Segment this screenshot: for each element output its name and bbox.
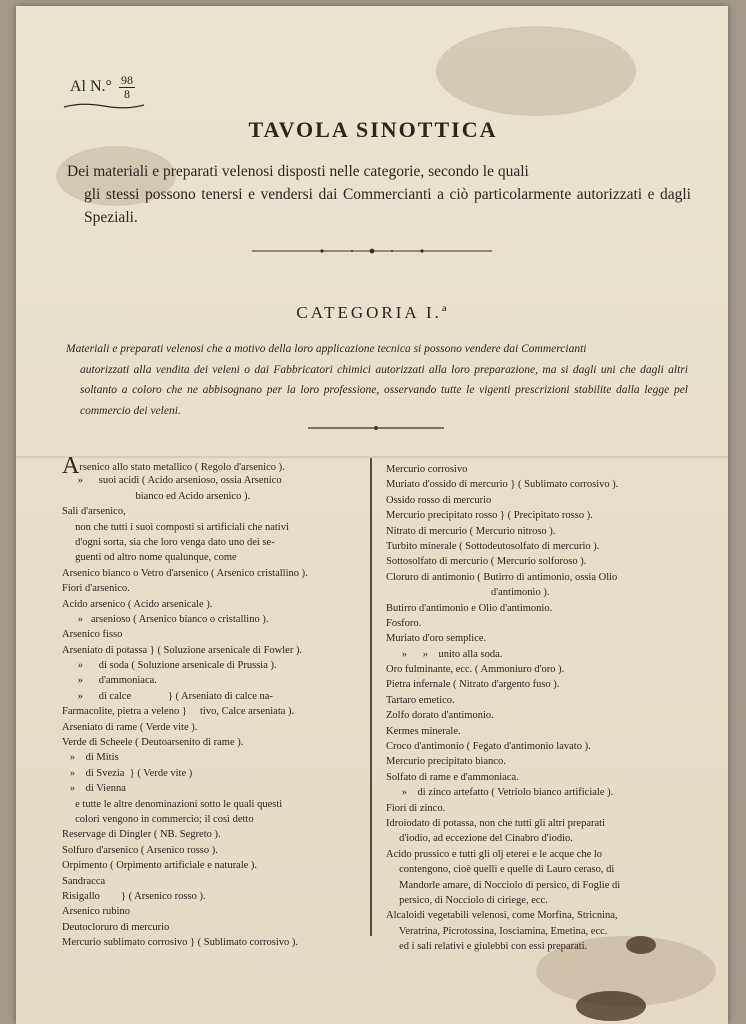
list-entry bbox=[62, 920, 362, 935]
list-entry bbox=[386, 477, 686, 492]
list-entry bbox=[386, 554, 686, 569]
list-entry-text: d'iodio, ad eccezione del Cinabro d'iodio. bbox=[386, 833, 573, 845]
list-entry-text: Risigallo } ( Arsenico rosso ). bbox=[62, 890, 206, 902]
list-entry-text: d'ogni sorta, sia che loro venga dato uno dei se- bbox=[62, 536, 275, 548]
list-entry bbox=[62, 643, 362, 658]
list-entry bbox=[62, 550, 362, 565]
list-entry bbox=[386, 908, 686, 923]
list-entry bbox=[62, 597, 362, 612]
list-entry bbox=[386, 816, 686, 831]
list-entry bbox=[386, 878, 686, 893]
list-entry-text: » di calce } ( Arseniato di calce na- bbox=[62, 690, 273, 702]
list-entry bbox=[386, 739, 686, 754]
list-entry-text: » di Vienna bbox=[62, 783, 126, 795]
list-entry bbox=[386, 570, 686, 585]
list-entry-text: Oro fulminante, ecc. ( Ammoniuro d'oro ). bbox=[386, 664, 565, 676]
list-entry bbox=[386, 631, 686, 646]
list-entry-text: Orpimento ( Orpimento artificiale e naturale ). bbox=[62, 860, 258, 872]
list-entry-text: Fosforo. bbox=[386, 617, 422, 629]
list-entry-text: Tartaro emetico. bbox=[386, 694, 455, 706]
list-entry-text: rsenico allo stato metallico ( Regolo d'arsenico ). bbox=[79, 462, 285, 473]
list-entry-text: » suoi acidi ( Acido arsenioso, ossia Arsenico bbox=[62, 475, 282, 487]
category-description-continuation: autorizzati alla vendita dei veleni o dai Fabbricatori chimici autorizzati alla loro preparazione, ma si dagli uni che dagli altri soltanto a coloro che ne abbisognano per la loro professione, osservando tutte le vigenti prescrizioni stabilite dalla legge pel commercio dei veleni. bbox=[80, 363, 688, 417]
list-entry-text: Alcaloidi vegetabili velenosi, come Morfina, Stricnina, bbox=[386, 910, 618, 922]
list-entry bbox=[386, 801, 686, 816]
list-entry-text: Acido arsenico ( Acido arsenicale ). bbox=[62, 598, 213, 610]
list-entry-text: colori vengono in commercio; il così detto bbox=[62, 813, 254, 825]
list-entry bbox=[386, 754, 686, 769]
list-entry bbox=[386, 539, 686, 554]
list-entry bbox=[62, 781, 362, 796]
list-entry bbox=[386, 939, 686, 954]
list-entry-text: Fiori d'arsenico. bbox=[62, 583, 130, 595]
list-entry-text: Arsenico rubino bbox=[62, 906, 130, 918]
decorative-rule bbox=[308, 424, 444, 432]
list-entry bbox=[386, 508, 686, 523]
document-reference-number bbox=[70, 74, 135, 101]
list-entry-text: Sali d'arsenico, bbox=[62, 506, 126, 518]
list-entry bbox=[386, 893, 686, 908]
list-entry bbox=[386, 847, 686, 862]
list-entry bbox=[62, 489, 362, 504]
subtitle-continuation: gli stessi possono tenersi e vendersi dai Commercianti a ciò particolarmente autorizzati e dagli Speziali. bbox=[84, 186, 691, 226]
list-entry-text: » di Mitis bbox=[62, 752, 119, 764]
list-entry-text: Zolfo dorato d'antimonio. bbox=[386, 710, 494, 722]
list-entry bbox=[62, 520, 362, 535]
ref-prefix: Al N.° bbox=[70, 78, 112, 96]
list-entry-text: Muriato d'ossido di mercurio } ( Sublimato corrosivo ). bbox=[386, 479, 619, 491]
document-subtitle bbox=[67, 160, 691, 229]
list-entry-text: Idroiodato di potassa, non che tutti gli altri preparati bbox=[386, 817, 605, 829]
list-entry bbox=[386, 693, 686, 708]
list-entry bbox=[386, 724, 686, 739]
list-entry-text: Verde di Scheele ( Deutoarsenito di rame ). bbox=[62, 737, 244, 749]
list-entry bbox=[62, 673, 362, 688]
list-entry bbox=[62, 750, 362, 765]
list-entry-text: » di Svezia } ( Verde vite ) bbox=[62, 767, 193, 779]
list-entry bbox=[386, 462, 686, 477]
list-entry-text: e tutte le altre denominazioni sotto le quali questi bbox=[62, 798, 283, 810]
list-entry-text: » di soda ( Soluzione arsenicale di Prussia ). bbox=[62, 660, 277, 672]
list-entry bbox=[62, 612, 362, 627]
list-entry bbox=[62, 827, 362, 842]
category-heading: CATEGORIA I.ª bbox=[296, 303, 450, 322]
list-entry-text: Turbito minerale ( Sottodeutosolfato di mercurio ). bbox=[386, 540, 600, 552]
list-entry bbox=[386, 601, 686, 616]
list-entry-text: Arsenico fisso bbox=[62, 629, 123, 641]
list-entry bbox=[62, 658, 362, 673]
list-entry bbox=[62, 812, 362, 827]
ref-numerator: 98 bbox=[120, 73, 133, 87]
column-divider bbox=[370, 458, 372, 936]
list-entry-text: Pietra infernale ( Nitrato d'argento fuso ). bbox=[386, 679, 560, 691]
list-entry-text: Nitrato di mercurio ( Mercurio nitroso ). bbox=[386, 525, 556, 537]
ref-denominator: 8 bbox=[123, 87, 130, 101]
right-column-list bbox=[386, 462, 686, 955]
list-entry bbox=[62, 843, 362, 858]
list-entry bbox=[62, 797, 362, 812]
list-entry bbox=[386, 616, 686, 631]
list-entry-text: Arsenico bianco o Vetro d'arsenico ( Arsenico cristallino ). bbox=[62, 567, 308, 579]
document-title: TAVOLA SINOTTICA bbox=[248, 117, 498, 142]
ink-blot bbox=[576, 991, 646, 1021]
list-entry bbox=[62, 581, 362, 596]
subtitle-first-line: Dei materiali e preparati velenosi disposti nelle categorie, secondo le quali bbox=[67, 163, 529, 180]
list-entry-text: Mercurio corrosivo bbox=[386, 464, 468, 475]
list-entry bbox=[386, 785, 686, 800]
list-entry-text: Solfuro d'arsenico ( Arsenico rosso ). bbox=[62, 844, 218, 856]
list-entry bbox=[62, 566, 362, 581]
list-entry bbox=[386, 585, 686, 600]
list-entry bbox=[62, 704, 362, 719]
list-entry bbox=[386, 524, 686, 539]
list-entry-text: Kermes minerale. bbox=[386, 725, 461, 737]
list-entry-text: Ossido rosso di mercurio bbox=[386, 494, 492, 506]
category-description-first-line: Materiali e preparati velenosi che a motivo della loro applicazione tecnica si possono vendere dai Commercianti bbox=[66, 343, 587, 355]
list-entry-text: Mercurio sublimato corrosivo } ( Sublimato corrosivo ). bbox=[62, 937, 298, 949]
list-entry bbox=[386, 862, 686, 877]
drop-cap-letter: A bbox=[62, 453, 80, 479]
list-entry bbox=[386, 708, 686, 723]
list-entry bbox=[62, 453, 362, 479]
list-entry-text: Farmacolite, pietra a veleno } tivo, Calce arseniata ). bbox=[62, 706, 295, 718]
list-entry-text: persico, di Nocciolo di ciriege, ecc. bbox=[386, 894, 548, 906]
list-entry bbox=[62, 935, 362, 950]
list-entry-text: contengono, cioè quelli e quelle di Lauro ceraso, di bbox=[386, 864, 615, 876]
list-entry bbox=[386, 662, 686, 677]
list-entry-text: » arsenioso ( Arsenico bianco o cristallino ). bbox=[62, 613, 269, 625]
list-entry-text: Fiori di zinco. bbox=[386, 802, 446, 814]
list-entry-text: Arseniato di potassa } ( Soluzione arsenicale di Fowler ). bbox=[62, 644, 303, 656]
list-entry bbox=[62, 535, 362, 550]
ref-fraction bbox=[119, 74, 135, 101]
list-entry-text: Arseniato di rame ( Verde vite ). bbox=[62, 721, 198, 733]
list-entry-text: Veratrina, Picrotossina, Iosciamina, Emetina, ecc. bbox=[386, 925, 608, 937]
list-entry bbox=[62, 904, 362, 919]
list-entry bbox=[62, 720, 362, 735]
list-entry-text: Butirro d'antimonio e Olio d'antimonio. bbox=[386, 602, 553, 614]
flourish-ornament bbox=[62, 102, 146, 110]
list-entry-text: » di zinco artefatto ( Vetriolo bianco artificiale ). bbox=[386, 787, 614, 799]
list-entry bbox=[62, 504, 362, 519]
list-entry bbox=[62, 874, 362, 889]
list-entry-text: » d'ammoniaca. bbox=[62, 675, 157, 687]
list-entry-text: Mercurio precipitato bianco. bbox=[386, 756, 506, 768]
decorative-rule bbox=[252, 246, 492, 256]
left-column-list bbox=[62, 453, 362, 951]
list-entry-text: Sottosolfato di mercurio ( Mercurio solforoso ). bbox=[386, 556, 587, 568]
list-entry-text: Solfato di rame e d'ammoniaca. bbox=[386, 771, 519, 783]
list-entry bbox=[62, 766, 362, 781]
age-stain bbox=[436, 26, 636, 116]
list-entry-text: Mercurio precipitato rosso } ( Precipitato rosso ). bbox=[386, 510, 593, 522]
list-entry-text: guenti od altro nome qualunque, come bbox=[62, 552, 237, 564]
list-entry bbox=[62, 858, 362, 873]
list-entry-text: bianco ed Acido arsenico ). bbox=[62, 490, 251, 502]
list-entry-text: d'antimonio ). bbox=[386, 587, 550, 599]
list-entry-text: Deutocloruro di mercurio bbox=[62, 921, 170, 933]
list-entry bbox=[386, 770, 686, 785]
list-entry-text: Croco d'antimonio ( Fegato d'antimonio lavato ). bbox=[386, 741, 591, 753]
list-entry-text: » » unito alla soda. bbox=[386, 648, 503, 660]
list-entry-text: Muriato d'oro semplice. bbox=[386, 633, 487, 645]
list-entry bbox=[386, 924, 686, 939]
list-entry bbox=[62, 735, 362, 750]
list-entry bbox=[62, 473, 362, 488]
category-description bbox=[66, 339, 688, 421]
list-entry-text: Sandracca bbox=[62, 875, 106, 887]
list-entry bbox=[386, 647, 686, 662]
list-entry-text: Reservage di Dingler ( NB. Segreto ). bbox=[62, 829, 221, 841]
list-entry bbox=[62, 889, 362, 904]
list-entry-text: ed i sali relativi e giulebbi con essi preparati. bbox=[386, 941, 588, 953]
list-entry bbox=[62, 689, 362, 704]
list-entry bbox=[386, 677, 686, 692]
list-entry bbox=[386, 493, 686, 508]
list-entry-text: Mandorle amare, di Nocciolo di persico, di Foglie di bbox=[386, 879, 621, 891]
list-entry bbox=[62, 627, 362, 642]
list-entry-text: Cloruro di antimonio ( Butirro di antimonio, ossia Olio bbox=[386, 571, 618, 583]
list-entry bbox=[386, 831, 686, 846]
list-entry-text: Acido prussico e tutti gli olj eterei e le acque che lo bbox=[386, 848, 603, 860]
list-entry-text: non che tutti i suoi composti sì artificiali che nativi bbox=[62, 521, 289, 533]
